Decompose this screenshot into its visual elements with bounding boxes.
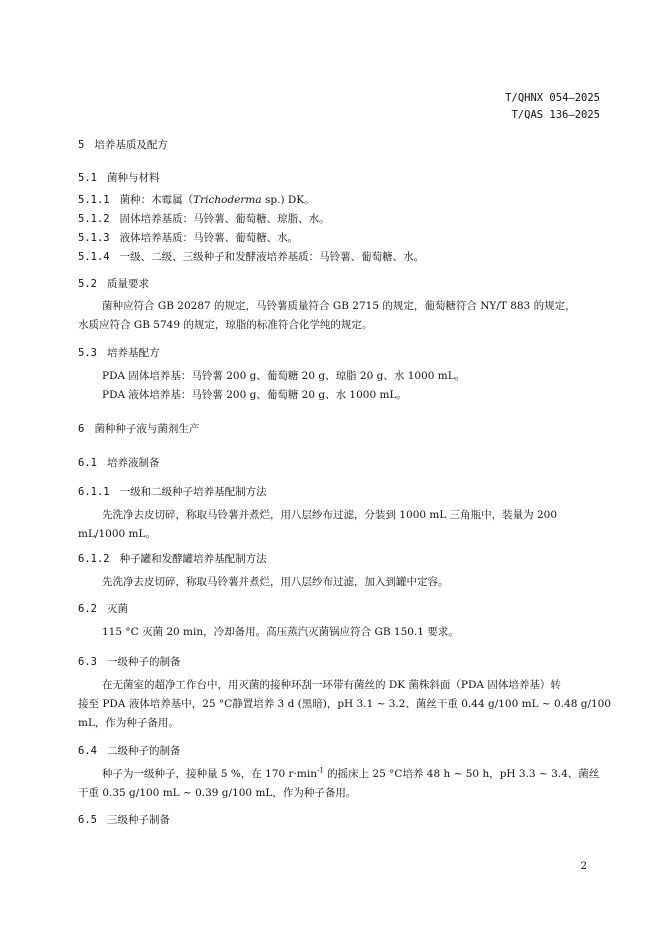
page-number: 2 [580, 860, 587, 872]
section-title: 菌种种子液与菌剂生产 [94, 423, 200, 435]
section-6-5-heading [78, 812, 170, 827]
clause-text: 液体培养基质：马铃薯、葡萄糖、水。 [119, 232, 299, 244]
clause-number: 5.1.1 [78, 194, 110, 206]
section-title: 质量要求 [106, 278, 149, 290]
clause-text: 固体培养基质：马铃薯、葡萄糖、琼脂、水。 [119, 213, 330, 225]
section-title: 灭菌 [106, 603, 128, 615]
section-5-heading [78, 137, 168, 152]
clause-text-post: sp.) DK。 [261, 194, 315, 206]
section-5-3-heading [78, 345, 159, 360]
clause-5-1-2 [78, 209, 330, 229]
clause-text-italic: Trichoderma [193, 194, 262, 206]
clause-number: 5.1.3 [78, 232, 110, 244]
clause-5-1-4 [78, 247, 424, 267]
section-number: 6.5 [78, 814, 97, 826]
superscript: -1 [316, 766, 324, 775]
section-number: 6.3 [78, 656, 97, 668]
paragraph-line [102, 764, 599, 784]
section-number: 6.1.1 [78, 486, 110, 498]
recipe-line: PDA 固体培养基：马铃薯 200 g、葡萄糖 20 g、琼脂 20 g、水 1000 mL。 [102, 370, 466, 382]
paragraph-line: 先洗净去皮切碎，称取马铃薯并煮烂，用八层纱布过滤，加入到罐中定容。 [102, 576, 449, 588]
section-5-1-heading [78, 170, 159, 185]
section-number: 6.2 [78, 603, 97, 615]
paragraph-line: 菌种应符合 GB 20287 的规定，马铃薯质量符合 GB 2715 的规定，葡萄糖符合 NY/T 883 的规定， [102, 300, 576, 312]
section-title: 培养液制备 [106, 457, 160, 469]
section-number: 5.3 [78, 347, 97, 359]
section-6-heading [78, 421, 199, 436]
section-number: 6 [78, 423, 85, 435]
section-number: 5.2 [78, 278, 97, 290]
section-number: 6.1.2 [78, 553, 110, 565]
section-title: 培养基配方 [106, 347, 160, 359]
section-6-1-heading [78, 455, 159, 470]
paragraph-line: 先洗净去皮切碎，称取马铃薯并煮烂，用八层纱布过滤，分装到 1000 mL 三角瓶中，装量为 200 [102, 509, 558, 521]
section-title: 二级种子的制备 [106, 745, 181, 757]
section-6-1-1-heading [78, 484, 267, 499]
clause-5-1-1 [78, 190, 315, 210]
section-number: 6.4 [78, 745, 97, 757]
section-6-3-heading [78, 654, 180, 669]
section-6-2-heading [78, 601, 128, 616]
standard-code-2: T/QAS 136—2025 [511, 109, 600, 121]
section-title: 三级种子制备 [106, 814, 170, 826]
section-number: 6.1 [78, 457, 97, 469]
section-5-2-heading [78, 276, 149, 291]
paragraph-line: 干重 0.35 g/100 mL ~ 0.39 g/100 mL，作为种子备用。 [78, 787, 357, 799]
text-part: 的摇床上 25 °C培养 48 h ~ 50 h，pH 3.3 ~ 3.4、菌丝 [323, 768, 600, 780]
clause-text-pre: 菌种：木霉属（ [119, 194, 194, 206]
recipe-line: PDA 液体培养基：马铃薯 200 g、葡萄糖 20 g、水 1000 mL。 [102, 389, 407, 401]
paragraph-line: 115 °C 灭菌 20 min，冷却备用。高压蒸汽灭菌锅应符合 GB 150.1 要求。 [102, 626, 459, 638]
section-title: 培养基质及配方 [94, 139, 168, 151]
paragraph-line: 接至 PDA 液体培养基中，25 °C静置培养 3 d (黑暗)，pH 3.1 ~ 3.2、菌丝干重 0.44 g/100 mL ~ 0.48 g/100 [78, 698, 612, 710]
paragraph-line: 水质应符合 GB 5749 的规定，琼脂的标准符合化学纯的规定。 [78, 319, 373, 331]
section-title: 一级和二级种子培养基配制方法 [119, 486, 267, 498]
section-title: 一级种子的制备 [106, 656, 181, 668]
section-title: 菌种与材料 [106, 172, 160, 184]
paragraph-line: mL/1000 mL。 [78, 528, 156, 540]
clause-5-1-3 [78, 228, 298, 248]
text-part: 种子为一级种子，接种量 5 %，在 170 r·min [102, 768, 317, 780]
clause-text: 一级、二级、三级种子和发酵液培养基质：马铃薯、葡萄糖、水。 [119, 251, 425, 263]
section-6-1-2-heading [78, 551, 267, 566]
standard-code-1: T/QHNX 054—2025 [505, 92, 600, 104]
paragraph-line: mL，作为种子备用。 [78, 717, 179, 729]
paragraph-line: 在无菌室的超净工作台中，用灭菌的接种环刮一环带有菌丝的 DK 菌株斜面（PDA 固体培养基）转 [102, 679, 561, 691]
section-6-4-heading [78, 743, 180, 758]
section-number: 5 [78, 139, 85, 151]
clause-number: 5.1.2 [78, 213, 110, 225]
clause-number: 5.1.4 [78, 251, 110, 263]
section-number: 5.1 [78, 172, 97, 184]
section-title: 种子罐和发酵罐培养基配制方法 [119, 553, 267, 565]
